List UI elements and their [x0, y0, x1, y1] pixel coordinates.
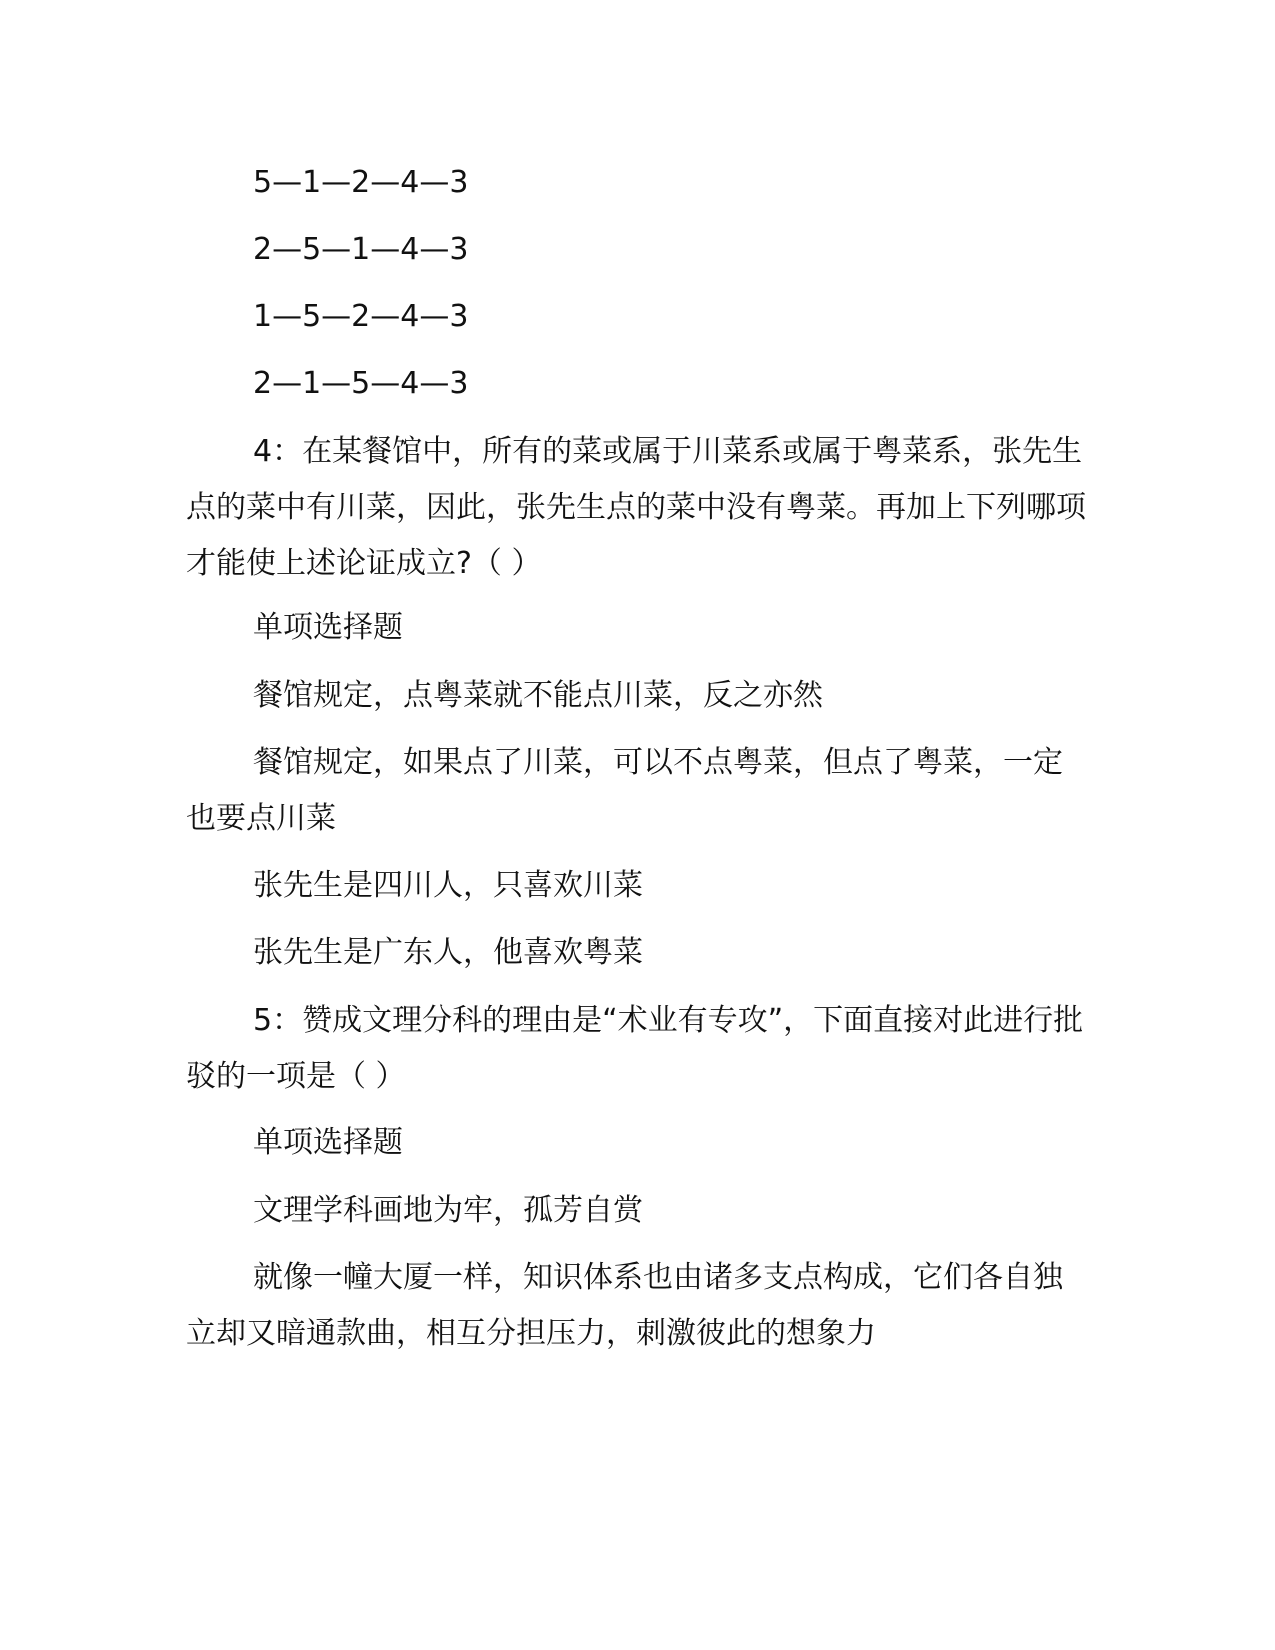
question-4-option-a: 餐馆规定，点粤菜就不能点川菜，反之亦然 — [253, 678, 823, 713]
answer-option-sequence-b: 2—5—1—4—3 — [253, 232, 469, 267]
question-4-option-d: 张先生是广东人，他喜欢粤菜 — [253, 935, 643, 970]
question-5-text: 5：赞成文理分科的理由是“术业有专攻”，下面直接对此进行批驳的一项是（ ） — [186, 1003, 1084, 1094]
question-4-type: 单项选择题 — [253, 610, 403, 645]
answer-option-sequence-c: 1—5—2—4—3 — [253, 299, 469, 334]
answer-option-sequence-a: 5—1—2—4—3 — [253, 165, 469, 200]
question-5-option-a: 文理学科画地为牢，孤芳自赏 — [253, 1193, 643, 1228]
question-4-text: 4：在某餐馆中，所有的菜或属于川菜系或属于粤菜系，张先生点的菜中有川菜，因此，张先生点的菜中没有粤菜。再加上下列哪项才能使上述论证成立?（ ） — [186, 434, 1086, 581]
question-4-option-c: 张先生是四川人，只喜欢川菜 — [253, 868, 643, 903]
answer-option-sequence-d: 2—1—5—4—3 — [253, 366, 469, 401]
question-5-type: 单项选择题 — [253, 1125, 403, 1160]
question-5-option-b: 就像一幢大厦一样，知识体系也由诸多支点构成，它们各自独立却又暗通款曲，相互分担压力，刺激彼此的想象力 — [186, 1260, 1063, 1351]
question-4-option-b: 餐馆规定，如果点了川菜，可以不点粤菜，但点了粤菜，一定也要点川菜 — [186, 745, 1063, 836]
